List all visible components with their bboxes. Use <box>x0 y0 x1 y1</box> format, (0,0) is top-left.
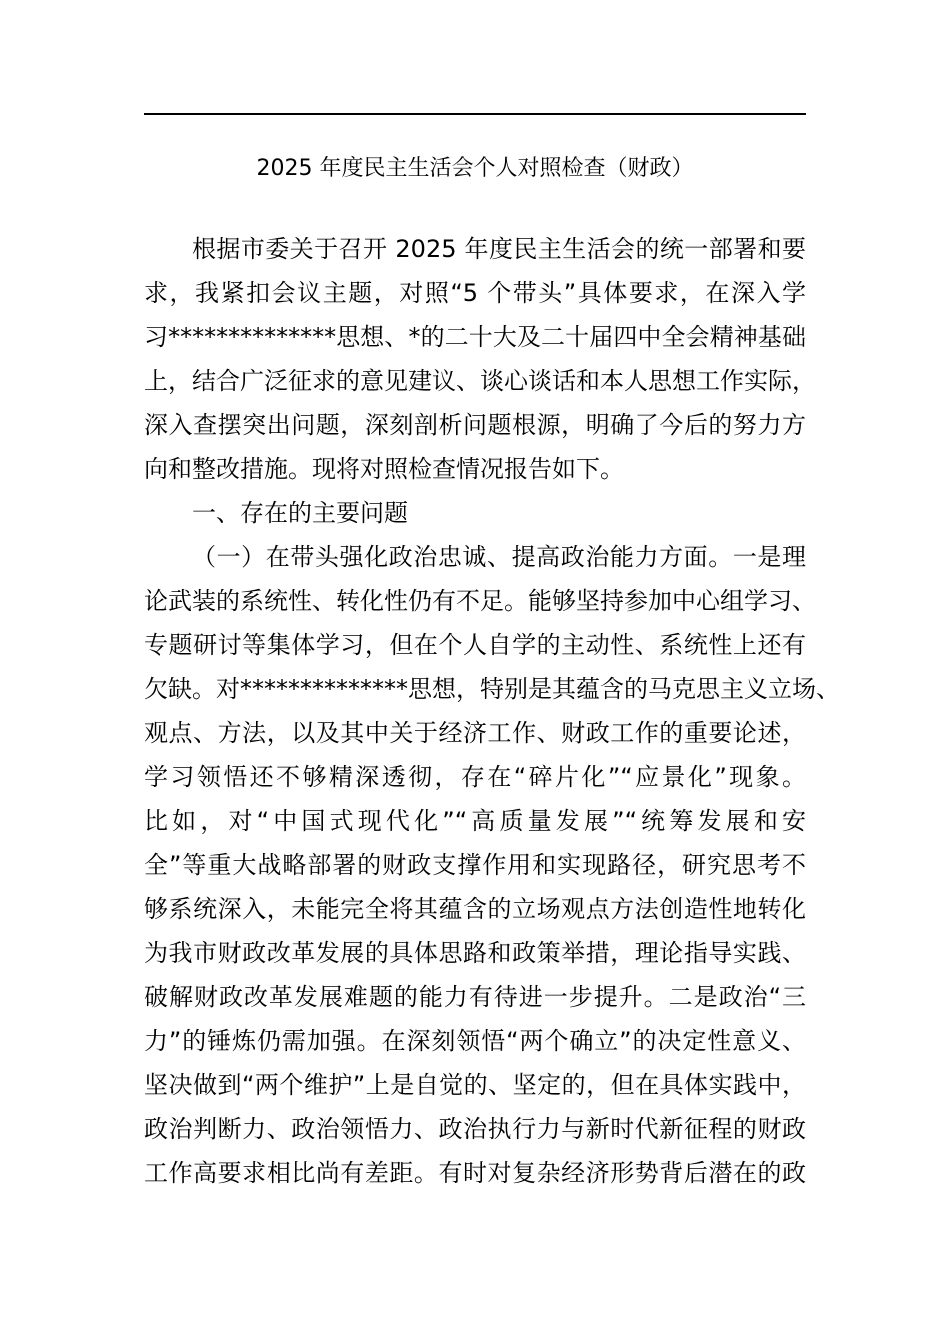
body-line: 力”的锤炼仍需加强。在深刻领悟“两个确立”的决定性意义、 <box>144 1027 806 1055</box>
body-line: 欠缺。对**************思想，特别是其蕴含的马克思主义立场、 <box>144 675 840 703</box>
body-line: 求，我紧扣会议主题，对照“5 个带头”具体要求，在深入学 <box>144 279 806 307</box>
body-line: 习**************思想、*的二十大及二十届四中全会精神基础 <box>144 323 806 351</box>
body-line: 破解财政改革发展难题的能力有待进一步提升。二是政治“三 <box>144 983 806 1011</box>
body-line: 学习领悟还不够精深透彻，存在“碎片化”“应景化”现象。 <box>144 763 806 791</box>
body-line: 根据市委关于召开 2025 年度民主生活会的统一部署和要 <box>192 235 806 263</box>
body-line: 向和整改措施。现将对照检查情况报告如下。 <box>144 455 624 483</box>
body-line: 全”等重大战略部署的财政支撑作用和实现路径，研究思考不 <box>144 851 806 879</box>
body-line: 论武装的系统性、转化性仍有不足。能够坚持参加中心组学习、 <box>144 587 816 615</box>
body-line: 专题研讨等集体学习，但在个人自学的主动性、系统性上还有 <box>144 631 806 659</box>
body-line: 为我市财政改革发展的具体思路和政策举措，理论指导实践、 <box>144 939 806 967</box>
body-line: 比如，对“中国式现代化”“高质量发展”“统筹发展和安 <box>144 807 806 835</box>
body-line: 坚决做到“两个维护”上是自觉的、坚定的，但在具体实践中， <box>144 1071 806 1099</box>
header-rule <box>144 113 806 115</box>
body-line: （一）在带头强化政治忠诚、提高政治能力方面。一是理 <box>192 543 806 571</box>
body-line: 工作高要求相比尚有差距。有时对复杂经济形势背后潜在的政 <box>144 1159 806 1187</box>
body-line: 上，结合广泛征求的意见建议、谈心谈话和本人思想工作实际， <box>144 367 816 395</box>
body-line: 够系统深入，未能完全将其蕴含的立场观点方法创造性地转化 <box>144 895 806 923</box>
body-line: 深入查摆突出问题，深刻剖析问题根源，明确了今后的努力方 <box>144 411 806 439</box>
section-heading: 一、存在的主要问题 <box>192 499 408 527</box>
body-line: 政治判断力、政治领悟力、政治执行力与新时代新征程的财政 <box>144 1115 806 1143</box>
body-line: 观点、方法，以及其中关于经济工作、财政工作的重要论述， <box>144 719 806 747</box>
document-title: 2025 年度民主生活会个人对照检查（财政） <box>256 156 694 181</box>
